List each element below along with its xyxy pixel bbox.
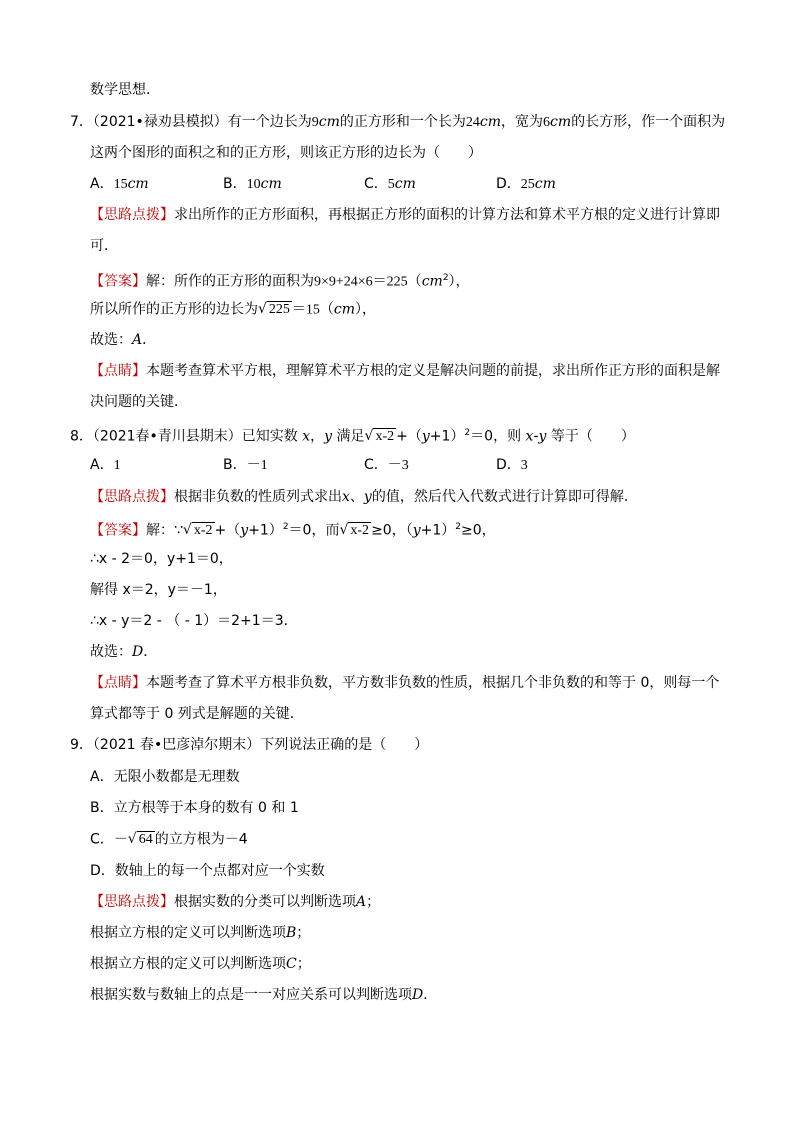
q7-choose: 故选：A． bbox=[90, 332, 157, 348]
q8-option-c: C．－3 bbox=[364, 457, 409, 473]
q9-hint-line3: 根据立方根的定义可以判断选项C； bbox=[90, 956, 311, 972]
q7-answer-line1: 【答案】解：所作的正方形的面积为$9\times 9+24\times 6=225(cm^2)$， bbox=[90, 273, 470, 290]
q7-comment-line1: 【点睛】本题考查算术平方根，理解算术平方根的定义是解决问题的前提，求出所作正方形的面积是解 bbox=[90, 363, 720, 379]
q7-hint-line1: 【思路点拨】求出所作的正方形面积，再根据正方形的面积的计算方法和算术平方根的定义进行计算即 bbox=[90, 207, 720, 223]
q7-comment-line2: 决问题的关键． bbox=[90, 394, 188, 410]
q8-answer-line2: ∴x - 2＝0，y+1＝0， bbox=[90, 551, 233, 567]
answer-tag: 【答案】 bbox=[90, 273, 146, 290]
q8-answer-line4: ∴x - y＝2 - （ - 1）＝2+1＝3． bbox=[90, 613, 298, 629]
q9-option-d: D．数轴上的每一个点都对应一个实数 bbox=[90, 863, 325, 879]
q7-option-c: C．5cm bbox=[364, 176, 416, 192]
q8-option-b: B．－1 bbox=[223, 457, 268, 473]
q9-hint-line1: 【思路点拨】根据实数的分类可以判断选项A； bbox=[90, 894, 381, 910]
q8-hint: 【思路点拨】根据非负数的性质列式求出x、y的值，然后代入代数式进行计算即可得解． bbox=[90, 489, 638, 505]
q8-choose: 故选：D． bbox=[90, 644, 158, 660]
comment-tag: 【点睛】 bbox=[90, 363, 146, 379]
q9-stem: 9．（2021 春•巴彦淖尔期末）下列说法正确的是（ ） bbox=[70, 737, 429, 753]
q7-option-b: B．10cm bbox=[223, 176, 282, 192]
sqrt-x-minus-2: √ x-2 bbox=[182, 522, 213, 539]
sqrt-225: √ 225 bbox=[258, 301, 290, 317]
q7-stem-line2: 这两个图形的面积之和的正方形，则该正方形的边长为（ ） bbox=[90, 145, 482, 161]
sqrt-x-minus-2: √ x-2 bbox=[339, 522, 370, 539]
q7-answer-line2: 所以所作的正方形的边长为√ 225 ＝15（cm）， bbox=[90, 299, 376, 321]
q8-comment-line2: 算式都等于 0 列式是解题的关键． bbox=[90, 706, 304, 722]
q9-option-a: A．无限小数都是无理数 bbox=[90, 769, 240, 785]
q9-option-c: C．－√ 64 的立方根为－4 bbox=[90, 829, 248, 850]
q9-hint-line4: 根据实数与数轴上的点是一一对应关系可以判断选项D． bbox=[90, 987, 438, 1003]
q8-answer-line3: 解得 x＝2，y＝－1， bbox=[90, 582, 227, 598]
comment-tag: 【点睛】 bbox=[90, 675, 146, 691]
q9-option-b: B．立方根等于本身的数有 0 和 1 bbox=[90, 800, 299, 816]
q8-option-a: A．1 bbox=[90, 457, 121, 473]
sqrt-x-minus-2: √ x-2 bbox=[364, 428, 395, 445]
answer-tag: 【答案】 bbox=[90, 522, 146, 539]
q8-option-d: D．3 bbox=[496, 457, 528, 473]
q7-hint-line2: 可． bbox=[90, 238, 118, 254]
q8-comment-line1: 【点睛】本题考查了算术平方根非负数，平方数非负数的性质，根据几个非负数的和等于 0，则每一个 bbox=[90, 675, 720, 691]
q8-stem: 8．（2021春•青川县期末）已知实数 x，y 满足√ $x-2 +(y+1)^2=0$，则 x-y 等于（ ） bbox=[70, 423, 635, 447]
q7-option-a: A．15cm bbox=[90, 176, 149, 192]
hint-tag: 【思路点拨】 bbox=[90, 894, 174, 910]
q9-hint-line2: 根据立方根的定义可以判断选项B； bbox=[90, 925, 311, 941]
q6-tail: 数学思想． bbox=[90, 82, 160, 98]
sqrt-64: √ 64 bbox=[127, 831, 153, 847]
q7-option-d: D．25cm bbox=[496, 176, 556, 192]
hint-tag: 【思路点拨】 bbox=[90, 207, 174, 223]
q7-stem-line1: 7．（2021•禄劝县模拟）有一个边长为9cm的正方形和一个长为24cm，宽为6cm的长方形，作一个面积为 bbox=[70, 114, 726, 130]
q8-answer-line1: 【答案】解：∵√ $x-2 +(y+1)^2=0$，而√ x-2 ≥0，$(y+1)^2\ge 0$， bbox=[90, 517, 496, 541]
hint-tag: 【思路点拨】 bbox=[90, 489, 174, 505]
